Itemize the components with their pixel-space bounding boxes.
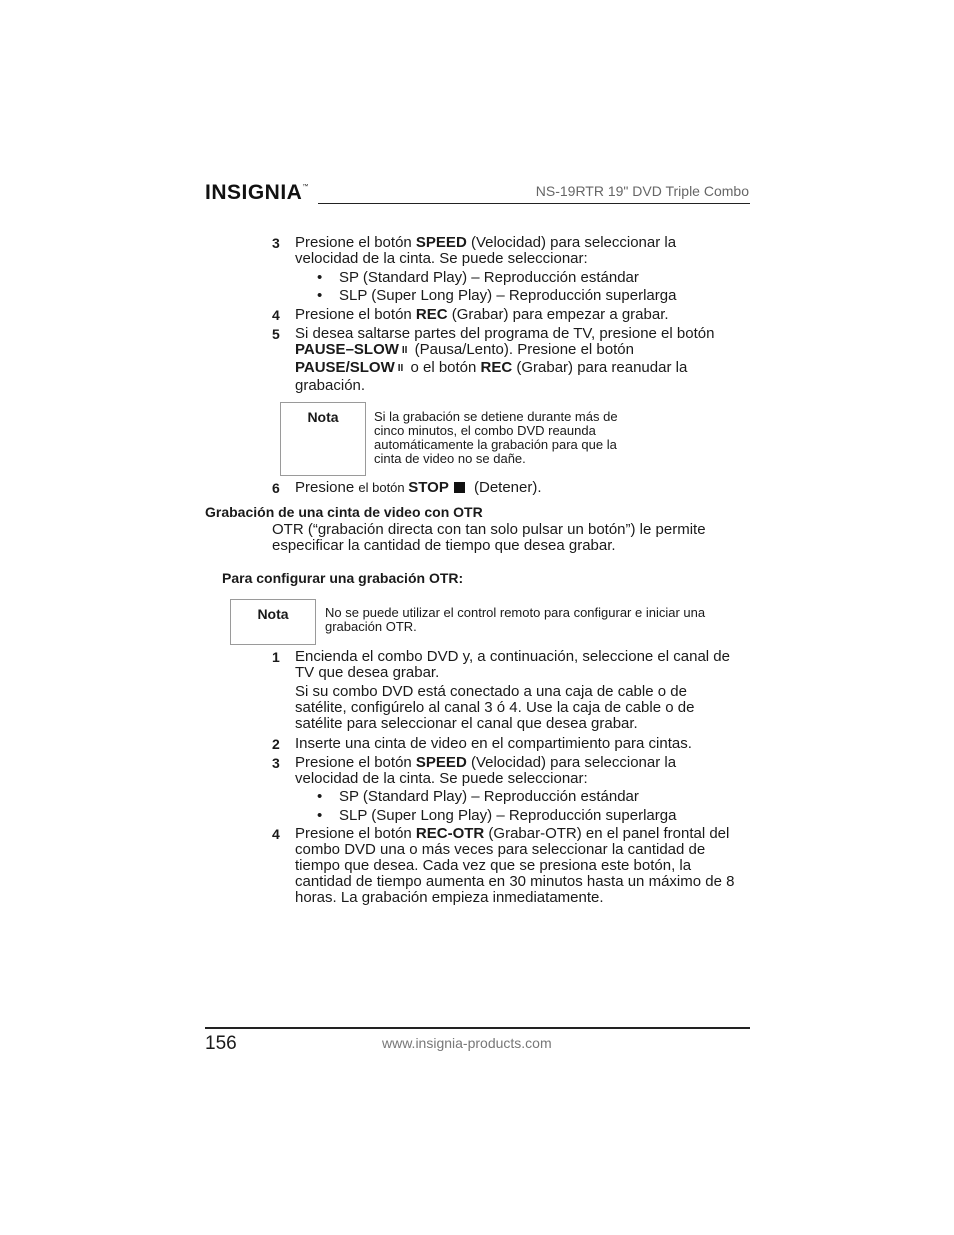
- brand-logo: INSIGNIA™: [205, 181, 309, 204]
- sub-heading: Para configurar una grabación OTR:: [222, 570, 464, 586]
- step-number: 2: [272, 736, 280, 752]
- step-number: 4: [272, 826, 280, 842]
- note-text: Si la grabación se detiene durante más de cinco minutos, el combo DVD reaunda automáticamente la grabación para que la cinta de video no se dañe.: [374, 409, 618, 466]
- pause-icon: II: [401, 345, 408, 356]
- note-label-box: Nota: [280, 402, 366, 476]
- step-text: Presione el botón SPEED (Velocidad) para seleccionar la velocidad de la cinta. Se puede seleccionar:: [295, 234, 677, 267]
- intro-paragraph: OTR (“grabación directa con tan solo pulsar un botón”) le permite especificar la cantidad de tiempo que desea grabar.: [272, 521, 706, 554]
- step-text: Presione el botón SPEED (Velocidad) para seleccionar la velocidad de la cinta. Se puede seleccionar:: [295, 754, 677, 787]
- step-number: 4: [272, 307, 280, 323]
- note-text: No se puede utilizar el control remoto para configurar e iniciar una grabación OTR.: [325, 605, 706, 634]
- step-text: Encienda el combo DVD y, a continuación, seleccione el canal de TV que desea grabar.: [295, 648, 730, 681]
- list-item: • SP (Standard Play) – Reproducción estándar: [317, 269, 639, 286]
- page-number: 156: [205, 1033, 237, 1054]
- header-rule: [318, 203, 750, 204]
- header-title: NS-19RTR 19" DVD Triple Combo: [535, 183, 749, 199]
- step-number: 5: [272, 326, 280, 342]
- step-text: Si desea saltarse partes del programa de TV, presione el botón PAUSE–SLOW II (Pausa/Lento). Presione el botón PAUSE/SLOW II o el botón REC (Grabar) para reanudar la grabación.: [295, 325, 715, 394]
- pause-icon: II: [397, 363, 404, 374]
- step-number: 1: [272, 649, 280, 665]
- step-text: Inserte una cinta de video en el compartimiento para cintas.: [295, 735, 692, 752]
- list-item: • SLP (Super Long Play) – Reproducción superlarga: [317, 287, 677, 304]
- section-heading: Grabación de una cinta de video con OTR: [205, 504, 483, 520]
- stop-icon: [454, 482, 465, 493]
- step-text: Presione el botón STOP (Detener).: [295, 479, 542, 496]
- step-text: Presione el botón REC-OTR (Grabar-OTR) en el panel frontal del combo DVD una o más veces para seleccionar la cantidad de tiempo que desea. Cada vez que se presiona este botón, la cantidad de tiempo aumenta en 30 minutos hasta un máximo de 8 horas. La grabación empieza inmediatamente.: [295, 825, 735, 906]
- note-label-box: Nota: [230, 599, 316, 645]
- step-number: 6: [272, 480, 280, 496]
- step-text: Presione el botón REC (Grabar) para empezar a grabar.: [295, 306, 669, 323]
- step-number: 3: [272, 755, 280, 771]
- list-item: • SP (Standard Play) – Reproducción estándar: [317, 788, 639, 805]
- step-number: 3: [272, 235, 280, 251]
- list-item: • SLP (Super Long Play) – Reproducción superlarga: [317, 807, 677, 824]
- step-note-paragraph: Si su combo DVD está conectado a una caja de cable o de satélite, configúrelo al canal 3 ó 4. Use la caja de cable o de satélite para seleccionar el canal que desea grabar.: [295, 683, 695, 732]
- footer-rule: [205, 1027, 750, 1029]
- footer-url: www.insignia-products.com: [382, 1035, 552, 1051]
